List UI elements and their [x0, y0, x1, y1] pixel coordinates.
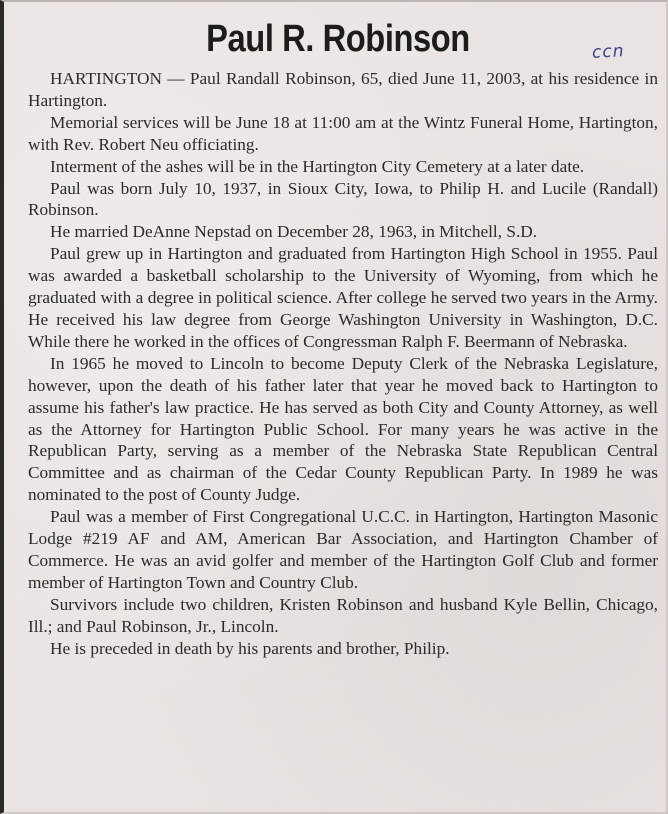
obituary-body [28, 68, 658, 659]
paragraph-education-career: Paul grew up in Hartington and graduated from Hartington High School in 1955. Paul was awarded a basketball scholarship to the University of Wyoming, from which he graduated with a degree in political science. After college he served two years in the Army. He received his law degree from George Washington University in Washington, D.C. While there he worked in the offices of Congressman Ralph F. Beermann of Nebraska. [28, 244, 658, 351]
paragraph-legal-career: In 1965 he moved to Lincoln to become Deputy Clerk of the Nebraska Legislature, however, upon the death of his father later that year he moved back to Hartington to assume his father's law practice. He has served as both City and County Attorney, as well as the Attorney for Hartington Public School. For many years he was active in the Republican Party, serving as a member of the Nebraska State Republican Central Committee and as chairman of the Cedar County Republican Party. In 1989 he was nominated to the post of County Judge. [28, 353, 658, 505]
paragraph-preceded: He is preceded in death by his parents and brother, Philip. [50, 638, 450, 658]
paragraph-death-notice: HARTINGTON — Paul Randall Robinson, 65, died June 11, 2003, at his residence in Hartington. [28, 69, 658, 110]
handwritten-note: ccn [591, 41, 625, 63]
paragraph-interment: Interment of the ashes will be in the Hartington City Cemetery at a later date. [50, 156, 585, 176]
obituary-headline: Paul R. Robinson [206, 18, 470, 60]
paragraph-survivors: Survivors include two children, Kristen Robinson and husband Kyle Bellin, Chicago, Ill.; and Paul Robinson, Jr., Lincoln. [28, 594, 658, 636]
paragraph-memberships: Paul was a member of First Congregational U.C.C. in Hartington, Hartington Masonic Lodge #219 AF and AM, American Bar Association, and Hartington Chamber of Commerce. He was an avid golfer and member of the Hartington Golf Club and former member of Hartington Town and Country Club. [28, 507, 658, 592]
paragraph-memorial-services: Memorial services will be June 18 at 11:00 am at the Wintz Funeral Home, Hartington, with Rev. Robert Neu officiating. [28, 112, 658, 154]
paragraph-birth: Paul was born July 10, 1937, in Sioux City, Iowa, to Philip H. and Lucile (Randall) Robinson. [28, 178, 658, 220]
paragraph-marriage: He married DeAnne Nepstad on December 28, 1963, in Mitchell, S.D. [50, 222, 538, 242]
